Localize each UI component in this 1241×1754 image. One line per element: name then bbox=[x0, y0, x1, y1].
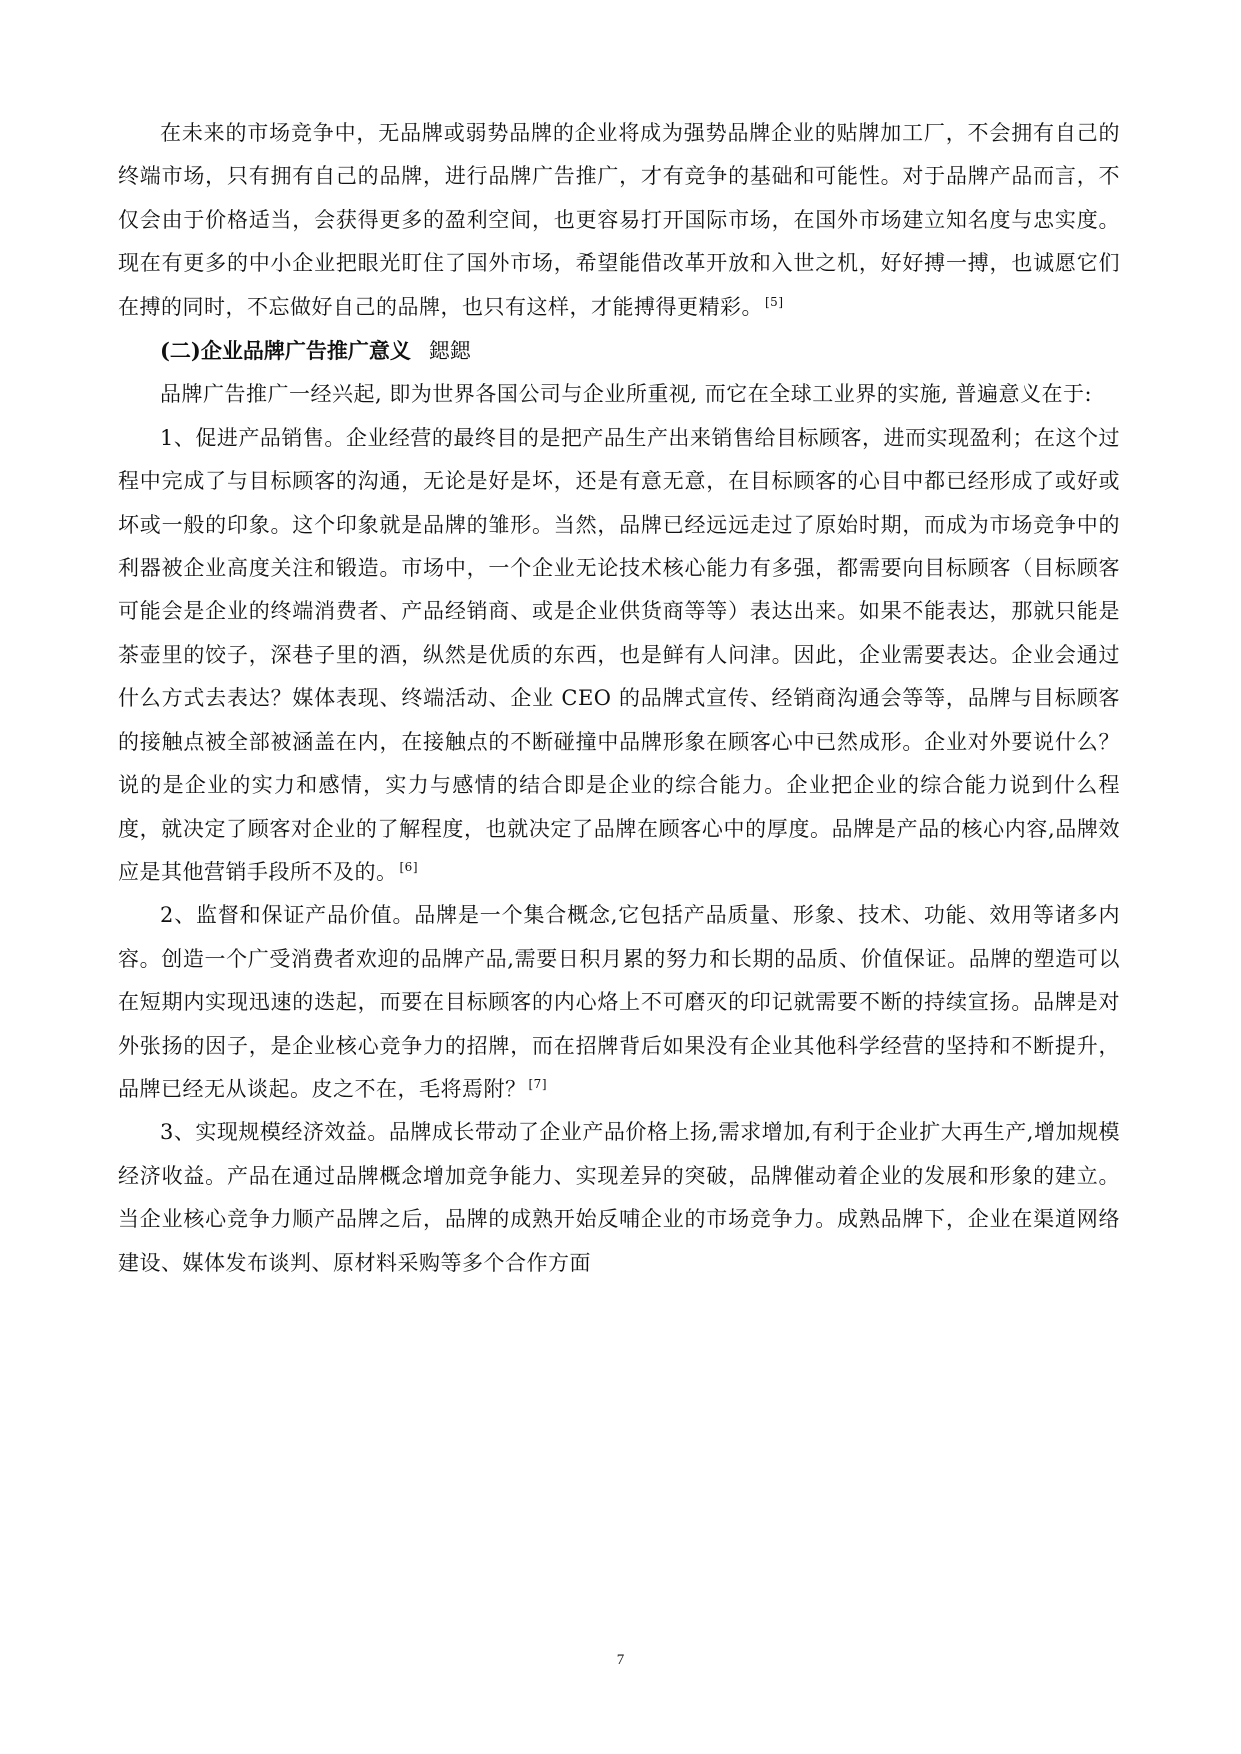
citation-ref: [7] bbox=[528, 1076, 547, 1091]
intro-text: 在未来的市场竞争中，无品牌或弱势品牌的企业将成为强势品牌企业的贴牌加工厂，不会拥有自己的终端市场，只有拥有自己的品牌，进行品牌广告推广，才有竞争的基础和可能性。对于品牌产品而言，不仅会由于价格适当，会获得更多的盈利空间，也更容易打开国际市场，在国外市场建立知名度与忠实度。现在有更多的中小企业把眼光盯住了国外市场，希望能借改革开放和入世之机，好好搏一搏，也诚愿它们在搏的同时，不忘做好自己的品牌，也只有这样，才能搏得更精彩。 bbox=[118, 121, 1120, 319]
point-3-paragraph bbox=[118, 1111, 1120, 1285]
citation-ref: [6] bbox=[399, 859, 418, 874]
section-heading bbox=[118, 329, 1120, 373]
point-1-paragraph bbox=[118, 417, 1120, 894]
lead-paragraph bbox=[118, 373, 1120, 416]
point-3-text: 3、实现规模经济效益。品牌成长带动了企业产品价格上扬,需求增加,有利于企业扩大再生产,增加规模经济收益。产品在通过品牌概念增加竞争能力、实现差异的突破，品牌催动着企业的发展和形象的建立。当企业核心竞争力顺产品牌之后，品牌的成熟开始反哺企业的市场竞争力。成熟品牌下，企业在渠道网络建设、媒体发布谈判、原材料采购等多个合作方面 bbox=[118, 1120, 1120, 1275]
page-number: 7 bbox=[616, 1652, 625, 1668]
section-heading-text: (二)企业品牌广告推广意义 bbox=[160, 338, 411, 364]
citation-ref: [5] bbox=[765, 294, 784, 309]
point-1-text: 1、促进产品销售。企业经营的最终目的是把产品生产出来销售给目标顾客，进而实现盈利；在这个过程中完成了与目标顾客的沟通，无论是好是坏，还是有意无意，在目标顾客的心目中都已经形成了或好或坏或一般的印象。这个印象就是品牌的雏形。当然，品牌已经远远走过了原始时期，而成为市场竞争中的利器被企业高度关注和锻造。市场中，一个企业无论技术核心能力有多强，都需要向目标顾客（目标顾客可能会是企业的终端消费者、产品经销商、或是企业供货商等等）表达出来。如果不能表达，那就只能是茶壶里的饺子，深巷子里的酒，纵然是优质的东西，也是鲜有人问津。因此，企业需要表达。企业会通过什么方式去表达？媒体表现、终端活动、企业 CEO 的品牌式宣传、经销商沟通会等等，品牌与目标顾客的接触点被全部被涵盖在内，在接触点的不断碰撞中品牌形象在顾客心中已然成形。企业对外要说什么？说的是企业的实力和感情，实力与感情的结合即是企业的综合能力。企业把企业的综合能力说到什么程度，就决定了顾客对企业的了解程度，也就决定了品牌在顾客心中的厚度。品牌是产品的核心内容,品牌效应是其他营销手段所不及的。 bbox=[118, 425, 1120, 884]
section-heading-extra: 鍶鍶 bbox=[428, 339, 471, 364]
lead-text: 品牌广告推广一经兴起, 即为世界各国公司与企业所重视, 而它在全球工业界的实施, 普遍意义在于: bbox=[160, 382, 1093, 407]
document-body bbox=[118, 112, 1120, 1285]
point-2-text: 2、监督和保证产品价值。品牌是一个集合概念,它包括产品质量、形象、技术、功能、效用等诸多内容。创造一个广受消费者欢迎的品牌产品,需要日积月累的努力和长期的品质、价值保证。品牌的塑造可以在短期内实现迅速的迭起，而要在目标顾客的内心烙上不可磨灭的印记就需要不断的持续宣扬。品牌是对外张扬的因子，是企业核心竞争力的招牌，而在招牌背后如果没有企业其他科学经营的坚持和不断提升，品牌已经无从谈起。皮之不在，毛将焉附？ bbox=[118, 903, 1120, 1101]
point-2-paragraph bbox=[118, 894, 1120, 1111]
intro-paragraph bbox=[118, 112, 1120, 329]
